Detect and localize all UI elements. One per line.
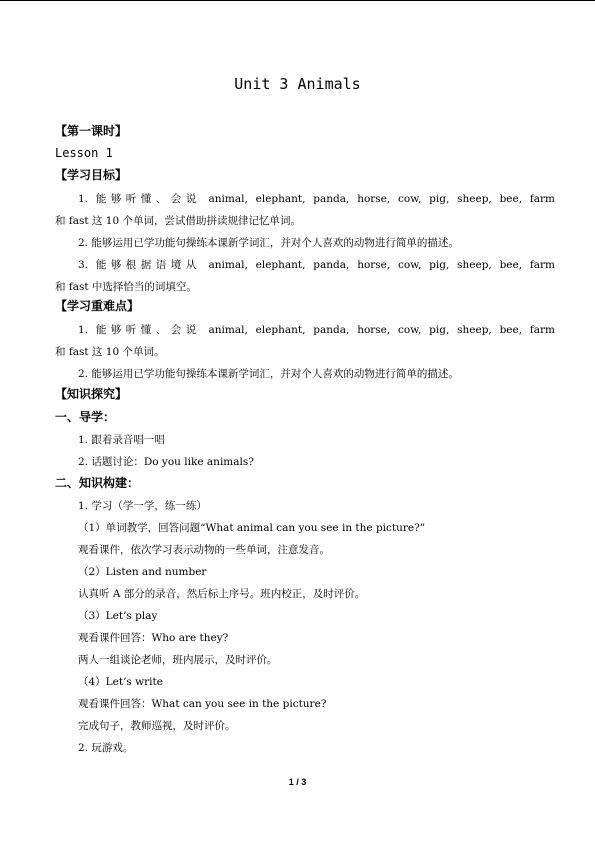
text-line: 认真听 A 部分的录音，然后标上序号。班内校正，及时评价。 [78, 588, 366, 600]
text-line: 3. 能够根据语境从 animal, elephant, panda, horse, cow, pig, sheep, bee, farm [78, 259, 555, 271]
text-line: 两人一组谈论老师，班内展示，及时评价。 [78, 654, 278, 666]
text-line: 1. 能够听懂、会说 animal, elephant, panda, horse, cow, pig, sheep, bee, farm [78, 324, 555, 336]
page-number: 1 / 3 [288, 777, 307, 787]
section-heading: 【学习重难点】 [55, 299, 140, 313]
text-line: 和 fast 这 10 个单词，尝试借助拼读规律记忆单词。 [55, 215, 301, 227]
text-line: 完成句子，教师巡视，及时评价。 [78, 720, 236, 732]
text-line: 1. 能够听懂、会说 animal, elephant, panda, horse, cow, pig, sheep, bee, farm [78, 193, 555, 205]
section-heading: 【学习目标】 [55, 168, 128, 182]
text-line: 观看课件，依次学习表示动物的一些单词，注意发音。 [78, 544, 330, 556]
text-line: （4）Let’s write [78, 676, 163, 688]
text-line: 和 fast 中选择恰当的词填空。 [55, 281, 197, 293]
text-line: 观看课件回答：What can you see in the picture? [78, 698, 327, 710]
text-line: Lesson 1 [55, 146, 113, 160]
text-line: 1. 跟着录音唱一唱 [78, 434, 165, 446]
text-line: （1）单词教学，回答问题“What animal can you see in the picture?” [78, 522, 426, 534]
text-line: 2. 能够运用已学功能句操练本课新学词汇，并对个人喜欢的动物进行简单的描述。 [78, 237, 459, 249]
section-heading: 二、知识构建： [55, 476, 140, 490]
text-line: 2. 能够运用已学功能句操练本课新学词汇，并对个人喜欢的动物进行简单的描述。 [78, 368, 459, 380]
document-title: Unit 3 Animals [234, 75, 361, 93]
text-line: 和 fast 这 10 个单词。 [55, 346, 165, 358]
text-line: 2. 话题讨论：Do you like animals? [78, 456, 254, 468]
top-border-line [0, 0, 595, 1]
text-line: （3）Let’s play [78, 610, 158, 622]
text-line: （2）Listen and number [78, 566, 207, 578]
section-heading: 【第一课时】 [55, 124, 128, 138]
text-line: 1. 学习（学一学，练一练） [78, 500, 207, 512]
text-line: 2. 玩游戏。 [78, 742, 134, 754]
text-line: 观看课件回答：Who are they? [78, 632, 229, 644]
section-heading: 【知识探究】 [55, 387, 128, 401]
section-heading: 一、导学： [55, 410, 116, 424]
